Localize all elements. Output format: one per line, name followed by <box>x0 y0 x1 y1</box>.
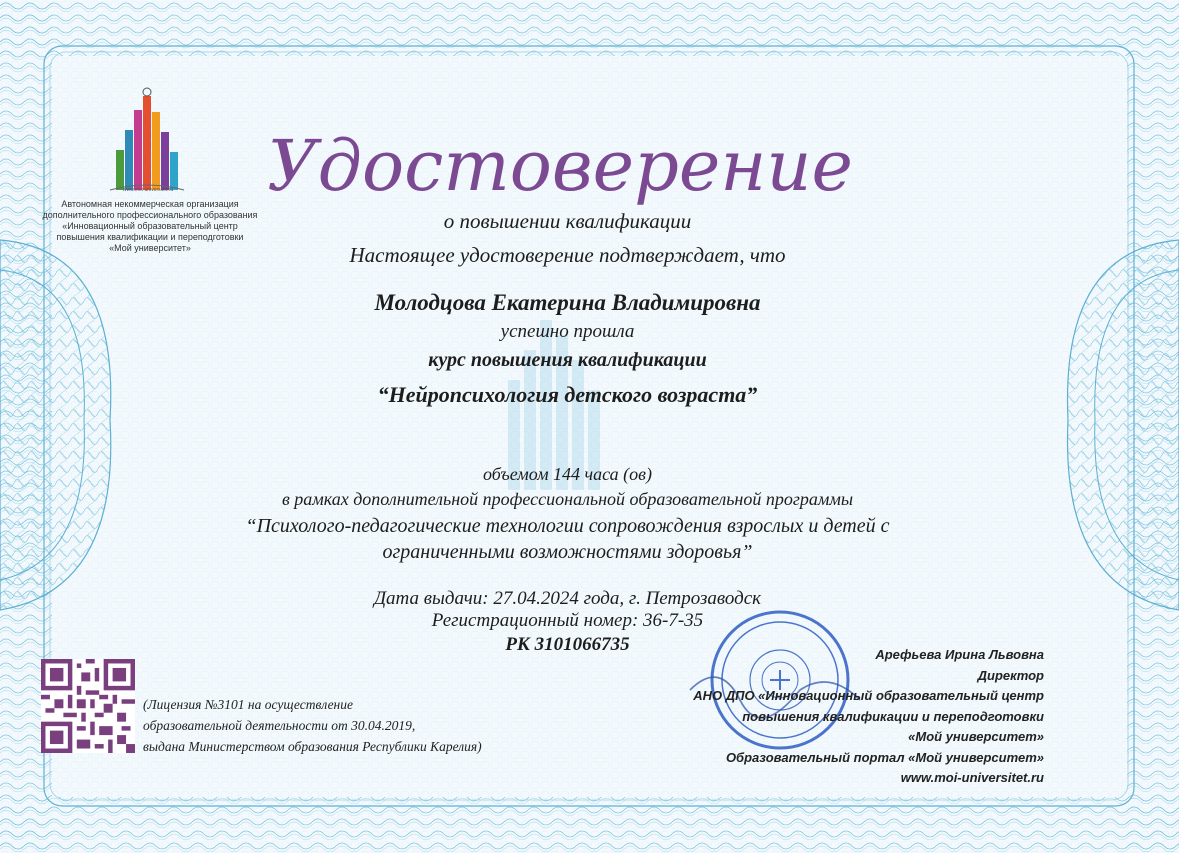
qr-code <box>41 659 135 753</box>
cert-number: РК 3101066735 <box>505 634 630 655</box>
website: www.moi-universitet.ru <box>900 770 1044 785</box>
license-line: выдана Министерством образования Республики Карелия) <box>143 739 482 754</box>
confirm-text: Настоящее удостоверение подтверждает, что <box>349 243 786 267</box>
license-line: образовательной деятельности от 30.04.2019, <box>143 718 416 733</box>
subtitle: о повышении квалификации <box>443 209 692 233</box>
course-type: курс повышения квалификации <box>428 349 707 371</box>
signatory-org-line1: АНО ДПО «Инновационный образовательный центр <box>693 688 1044 703</box>
signatory-block <box>564 645 1044 789</box>
certificate-title <box>267 108 853 218</box>
program-name-line1: “Психолого-педагогические технологии сопровождения взрослых и детей с <box>245 515 890 537</box>
org-line: Автономная некоммерческая организация <box>61 199 239 209</box>
license-note <box>143 694 563 757</box>
logo-url: www.moi-universitet.ru <box>122 187 174 193</box>
signatory-org-line3: «Мой университет» <box>908 729 1044 744</box>
license-line: (Лицензия №3101 на осуществление <box>143 697 353 712</box>
org-line: дополнительного профессионального образования <box>42 210 258 220</box>
org-line: «Мой университет» <box>109 243 191 253</box>
issue-date: Дата выдачи: 27.04.2024 года, г. Петрозаводск <box>373 588 762 609</box>
org-line: «Инновационный образовательный центр <box>62 221 238 231</box>
portal-name: Образовательный портал «Мой университет» <box>725 749 1044 765</box>
reg-number: Регистрационный номер: 36-7-35 <box>431 610 704 631</box>
completed-text: успешно прошла <box>500 321 635 342</box>
program-name-line2: ограниченными возможностями здоровья” <box>382 541 753 563</box>
course-name: “Нейропсихология детского возраста” <box>377 382 758 407</box>
signatory-position: Директор <box>977 667 1044 683</box>
signatory-org-line2: повышения квалификации и переподготовки <box>742 708 1044 724</box>
signatory-name: Арефьева Ирина Львовна <box>875 647 1044 662</box>
program-intro: в рамках дополнительной профессиональной образовательной программы <box>281 489 854 509</box>
svg-text:Удостоверение: Удостоверение <box>267 125 853 207</box>
volume-text: объемом 144 часа (ов) <box>483 464 652 484</box>
recipient-name: Молодцова Екатерина Владимировна <box>374 290 761 315</box>
org-line: повышения квалификации и переподготовки <box>56 232 244 242</box>
